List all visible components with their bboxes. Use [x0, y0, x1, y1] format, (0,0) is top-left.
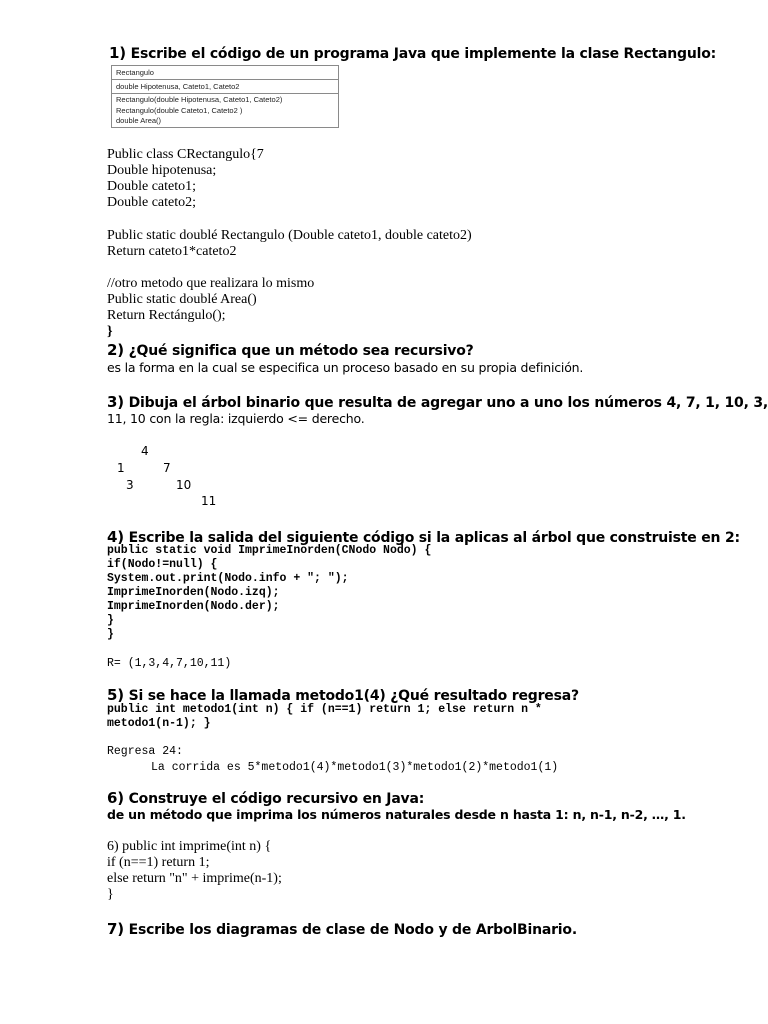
question-2-answer: es la forma en la cual se especifica un proceso basado en su propia definición. [107, 360, 584, 375]
question-5-number: 5) [107, 686, 124, 704]
answer-line: Return Rectángulo(); [107, 308, 226, 323]
answer-line: else return "n" + imprime(n-1); [107, 871, 282, 886]
tree-node: 7 [163, 461, 171, 475]
uml-method: Rectangulo(double Hipotenusa, Cateto1, Cateto2) [116, 95, 283, 104]
code-line: public static void ImprimeInorden(CNodo Nodo) { [107, 544, 432, 557]
uml-class-diagram [111, 65, 339, 128]
question-2-number: 2) [107, 341, 124, 359]
question-6-title: Construye el código recursivo en Java: [123, 791, 425, 807]
answer-line: Public static doublé Rectangulo (Double cateto1, double cateto2) [107, 228, 472, 243]
uml-method: Rectangulo(double Cateto1, Cateto2 ) [116, 106, 243, 115]
answer-line: Double hipotenusa; [107, 163, 217, 178]
uml-class-name: Rectangulo [116, 68, 154, 77]
question-5-answer: Regresa 24: [107, 745, 183, 758]
question-7-number: 7) [107, 920, 124, 938]
answer-line: Return cateto1*cateto2 [107, 244, 237, 259]
answer-line: Double cateto1; [107, 179, 197, 194]
answer-line: Public static doublé Area() [107, 292, 257, 307]
question-3-heading [107, 393, 768, 411]
code-line: ImprimeInorden(Nodo.der); [107, 600, 280, 613]
tree-node: 1 [117, 461, 125, 475]
question-3-number: 3) [107, 393, 124, 411]
question-6-heading [107, 789, 424, 807]
code-line: } [107, 628, 114, 641]
question-4-result: R= (1,3,4,7,10,11) [107, 657, 232, 670]
question-3-title-line-2: 11, 10 con la regla: izquierdo <= derecho. [107, 411, 365, 426]
code-line: metodo1(n-1); } [107, 717, 211, 730]
question-2-title: ¿Qué significa que un método sea recursivo? [123, 343, 474, 359]
question-7-title: Escribe los diagramas de clase de Nodo y de ArbolBinario. [123, 922, 577, 938]
question-5-title: Si se hace la llamada metodo1(4) ¿Qué resultado regresa? [123, 688, 579, 704]
question-7-heading [107, 920, 577, 938]
question-1-heading [109, 44, 716, 62]
tree-node: 10 [176, 478, 192, 492]
code-line: } [107, 614, 114, 627]
uml-attributes: double Hipotenusa, Cateto1, Cateto2 [116, 82, 240, 91]
code-line: public int metodo1(int n) { if (n==1) return 1; else return n * [107, 703, 542, 716]
code-line: ImprimeInorden(Nodo.izq); [107, 586, 280, 599]
answer-line: } [107, 887, 114, 902]
code-line: System.out.print(Nodo.info + "; "); [107, 572, 349, 585]
question-1-number: 1) [109, 44, 126, 62]
uml-method: double Area() [116, 116, 162, 125]
code-line: if(Nodo!=null) { [107, 558, 218, 571]
uml-divider [112, 79, 338, 80]
question-3-title: Dibuja el árbol binario que resulta de agregar uno a uno los números 4, 7, 1, 10, 3, [123, 395, 768, 411]
question-5-heading [107, 686, 579, 704]
answer-line: Double cateto2; [107, 195, 197, 210]
question-4-title: Escribe la salida del siguiente código si la aplicas al árbol que construiste en 2: [123, 530, 740, 546]
question-6-subtitle: de un método que imprima los números naturales desde n hasta 1: n, n-1, n-2, …, 1. [107, 807, 686, 822]
question-6-number: 6) [107, 789, 124, 807]
question-1-title: Escribe el código de un programa Java que implemente la clase Rectangulo: [125, 46, 717, 62]
answer-line: //otro metodo que realizara lo mismo [107, 276, 315, 291]
answer-line: } [107, 324, 113, 339]
tree-node: 3 [126, 478, 134, 492]
tree-node: 4 [141, 444, 149, 458]
question-2-heading [107, 341, 474, 359]
question-5-trace: La corrida es 5*metodo1(4)*metodo1(3)*metodo1(2)*metodo1(1) [151, 761, 559, 774]
answer-line: 6) public int imprime(int n) { [107, 839, 272, 854]
answer-line: if (n==1) return 1; [107, 855, 210, 870]
answer-line: Public class CRectangulo{7 [107, 147, 264, 162]
question-4-number: 4) [107, 528, 124, 546]
tree-node: 11 [201, 494, 217, 508]
uml-divider [112, 93, 338, 94]
